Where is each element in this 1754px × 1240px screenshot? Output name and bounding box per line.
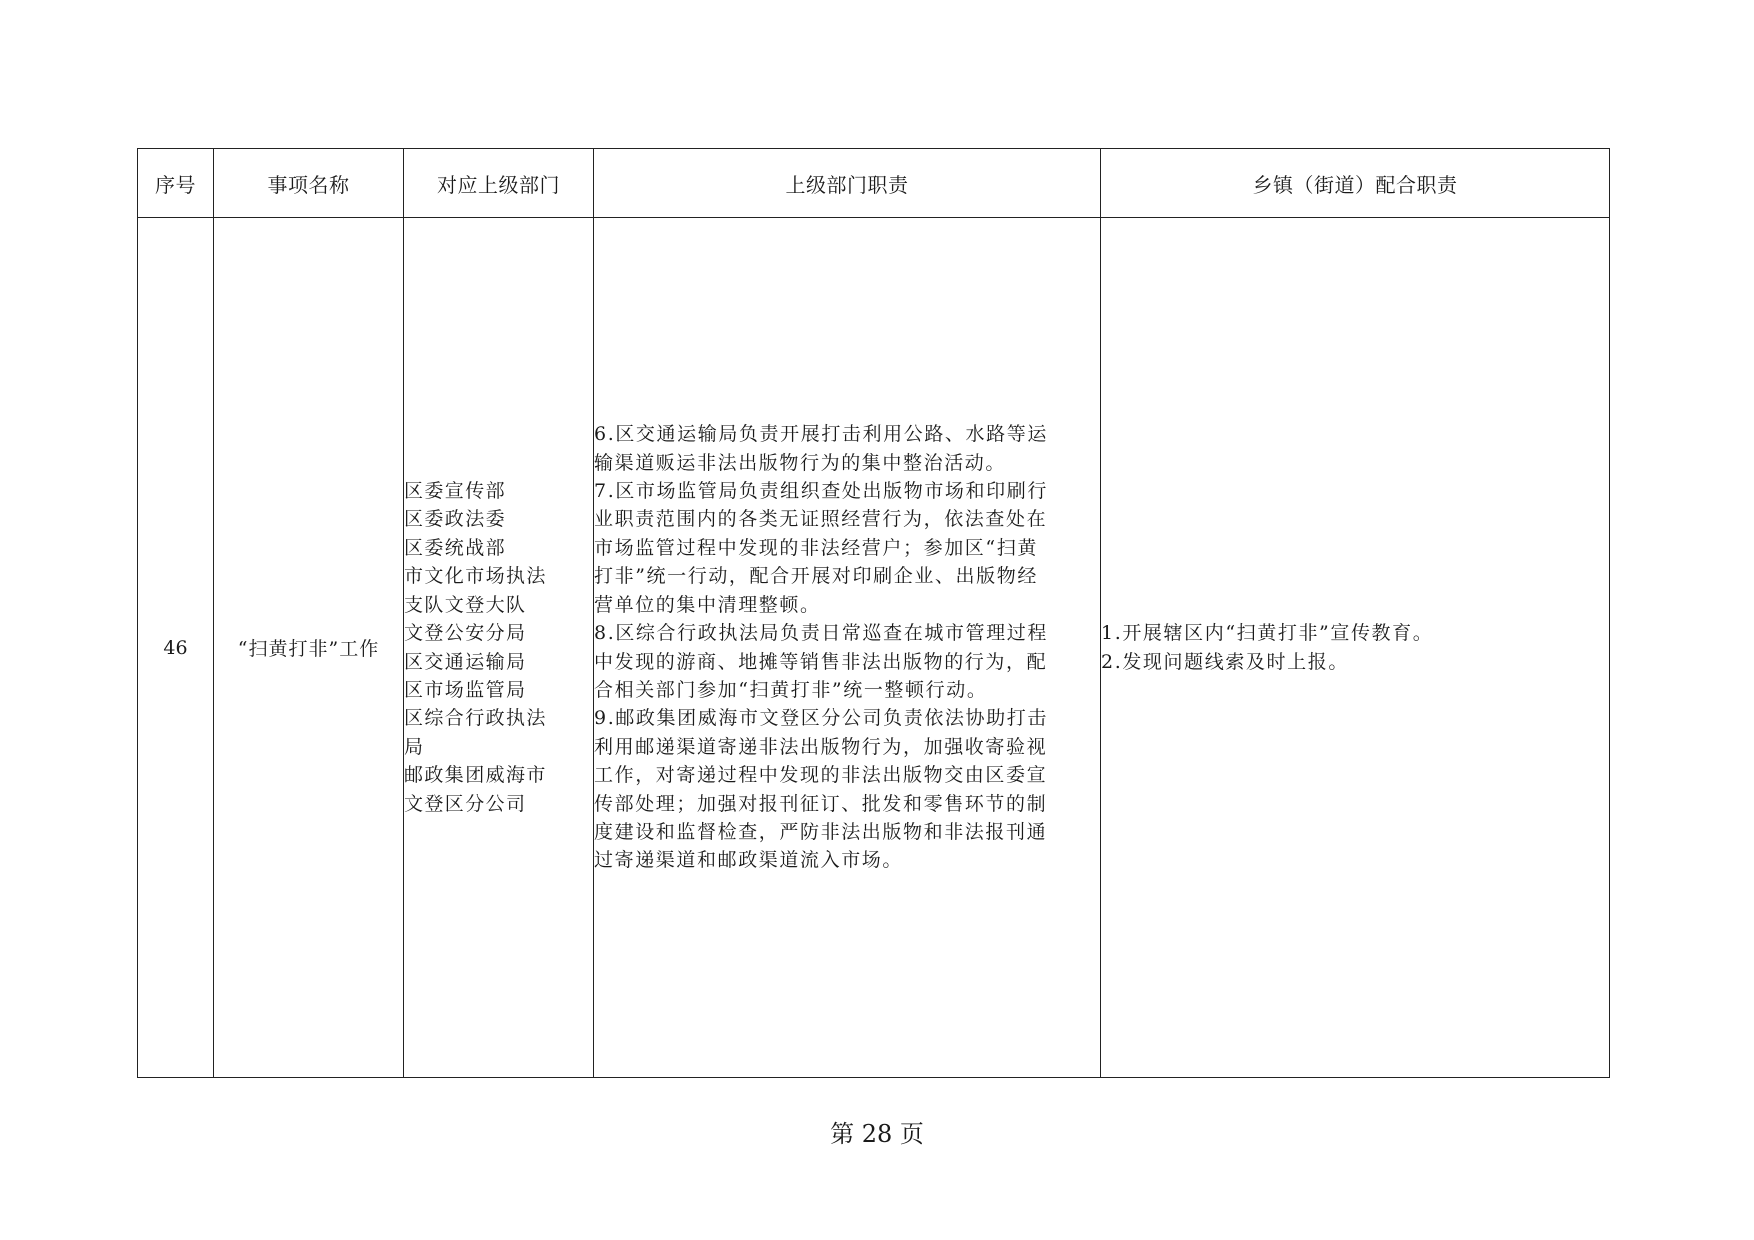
- township-duty-text: [1101, 619, 1609, 676]
- department-line: 区交通运输局: [404, 650, 527, 673]
- department-line: 区综合行政执法: [404, 707, 547, 730]
- cell-superior-duties: [594, 218, 1101, 1078]
- duty-line: 合相关部门参加“扫黄打非”统一整顿行动。: [594, 678, 988, 701]
- duty-line: 7.区市场监管局负责组织查处出版物市场和印刷行: [594, 480, 1048, 503]
- duty-line: 工作，对寄递过程中发现的非法出版物交由区委宣: [594, 764, 1048, 787]
- duty-line: 利用邮递渠道寄递非法出版物行为，加强收寄验视: [594, 735, 1048, 758]
- duty-line: 传部处理；加强对报刊征订、批发和零售环节的制: [594, 792, 1048, 815]
- duty-line: 过寄递渠道和邮政渠道流入市场。: [594, 849, 904, 872]
- department-line: 文登公安分局: [404, 622, 527, 645]
- department-line: 文登区分公司: [404, 792, 527, 815]
- department-line: 市文化市场执法: [404, 565, 547, 588]
- cell-township-duties: [1101, 218, 1610, 1078]
- township-duty-line: 1.开展辖区内“扫黄打非”宣传教育。: [1101, 622, 1434, 645]
- duty-line: 中发现的游商、地摊等销售非法出版物的行为，配: [594, 650, 1048, 673]
- department-line: 区市场监管局: [404, 678, 527, 701]
- header-superior-department: 对应上级部门: [404, 149, 594, 218]
- header-item-name: 事项名称: [214, 149, 404, 218]
- duty-line: 打非”统一行动，配合开展对印刷企业、出版物经: [594, 565, 1038, 588]
- duty-line: 6.区交通运输局负责开展打击利用公路、水路等运: [594, 423, 1048, 446]
- duty-line: 输渠道贩运非法出版物行为的集中整治活动。: [594, 451, 1007, 474]
- header-superior-duties: 上级部门职责: [594, 149, 1101, 218]
- duty-table: [137, 148, 1610, 1078]
- header-township-duties: 乡镇（街道）配合职责: [1101, 149, 1610, 218]
- department-line: 邮政集团威海市: [404, 764, 547, 787]
- table-header-row: [138, 149, 1610, 218]
- department-line: 支队文登大队: [404, 593, 527, 616]
- department-list: [404, 477, 593, 818]
- duty-line: 8.区综合行政执法局负责日常巡查在城市管理过程: [594, 622, 1048, 645]
- department-line: 区委宣传部: [404, 480, 507, 503]
- department-line: 区委政法委: [404, 508, 507, 531]
- department-line: 区委统战部: [404, 536, 507, 559]
- cell-item-name: “扫黄打非”工作: [214, 218, 404, 1078]
- header-serial-number: 序号: [138, 149, 214, 218]
- duty-line: 度建设和监督检查，严防非法出版物和非法报刊通: [594, 820, 1048, 843]
- duty-line: 市场监管过程中发现的非法经营户；参加区“扫黄: [594, 536, 1038, 559]
- duty-line: 业职责范围内的各类无证照经营行为，依法查处在: [594, 508, 1048, 531]
- department-line: 局: [404, 735, 425, 758]
- duty-line: 9.邮政集团威海市文登区分公司负责依法协助打击: [594, 707, 1048, 730]
- table-row: [138, 218, 1610, 1078]
- duty-line: 营单位的集中清理整顿。: [594, 593, 821, 616]
- duty-text: [594, 420, 1100, 875]
- page-number: 第 28 页: [830, 1120, 924, 1148]
- township-duty-line: 2.发现问题线索及时上报。: [1101, 650, 1349, 673]
- cell-serial-number: 46: [138, 218, 214, 1078]
- cell-superior-department: [404, 218, 594, 1078]
